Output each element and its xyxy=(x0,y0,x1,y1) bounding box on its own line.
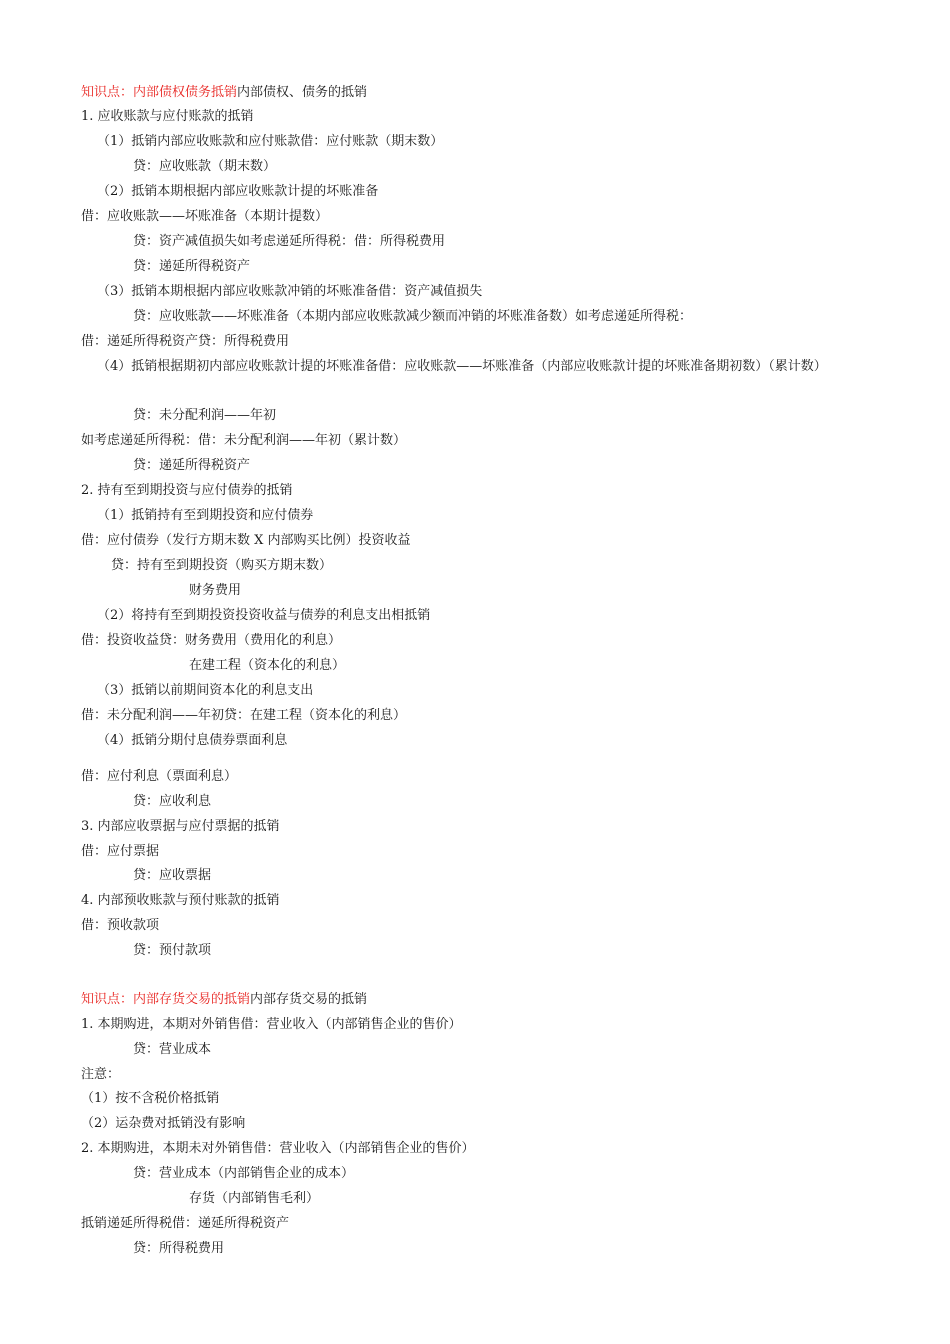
text-line: 注意： xyxy=(81,1067,121,1082)
text-line-wrapped: （4）抵销根据期初内部应收账款计提的坏账准备借：应收账款——坏账准备（内部应收账款计提的坏账准备期初数）（累计数） xyxy=(97,359,827,374)
text-line: 在建工程（资本化的利息） xyxy=(189,658,346,673)
text-line: （3）抵销本期根据内部应收账款冲销的坏账准备借：资产减值损失 xyxy=(97,284,483,299)
text-line: 存货（内部销售毛利） xyxy=(189,1191,320,1206)
text-line: 贷：所得税费用 xyxy=(133,1241,225,1256)
text-line: （3）抵销以前期间资本化的利息支出 xyxy=(97,683,314,698)
text-line: （2）运杂费对抵销没有影响 xyxy=(81,1116,246,1131)
text-line: 借：应收账款——坏账准备（本期计提数） xyxy=(81,209,329,224)
section-heading-text: 内部债权、债务的抵销 xyxy=(237,85,368,100)
text-line: 贷：递延所得税资产 xyxy=(133,458,251,473)
text-line: 贷：持有至到期投资（购买方期末数） xyxy=(111,558,333,573)
text-line: （1）抵销内部应收账款和应付账款借：应付账款（期末数） xyxy=(97,134,444,149)
text-line: 借：投资收益贷：财务费用（费用化的利息） xyxy=(81,633,342,648)
text-line: 贷：预付款项 xyxy=(133,943,212,958)
text-line: 借：递延所得税资产贷：所得税费用 xyxy=(81,334,290,349)
section-heading-text: 内部存货交易的抵销 xyxy=(250,992,368,1007)
text-line: 贷：营业成本（内部销售企业的成本） xyxy=(133,1166,355,1181)
text-line: 借：预收款项 xyxy=(81,918,160,933)
text-line: （4）抵销分期付息债券票面利息 xyxy=(97,733,288,748)
text-line: 2. 持有至到期投资与应付债券的抵销 xyxy=(81,483,293,498)
section-heading-red-text: 知识点：内部存货交易的抵销 xyxy=(81,992,251,1007)
text-line: 财务费用 xyxy=(189,583,242,598)
text-line: 贷：递延所得税资产 xyxy=(133,259,251,274)
text-line: （1）抵销持有至到期投资和应付债券 xyxy=(97,508,314,523)
text-line: （1）按不含税价格抵销 xyxy=(81,1091,220,1106)
text-line: 3. 内部应收票据与应付票据的抵销 xyxy=(81,819,280,834)
text-line: 1. 本期购进，本期对外销售借：营业收入（内部销售企业的售价） xyxy=(81,1017,462,1032)
section-heading-debt-offset xyxy=(81,83,367,103)
section-heading-inventory-offset xyxy=(81,990,367,1010)
text-line: 4. 内部预收账款与预付账款的抵销 xyxy=(81,893,280,908)
text-line: 贷：未分配利润——年初 xyxy=(133,408,277,423)
text-line: 借：应付利息（票面利息） xyxy=(81,769,238,784)
section-heading-red-text: 知识点：内部债权债务抵销 xyxy=(81,85,238,100)
text-line: 借：应付票据 xyxy=(81,844,160,859)
text-line: 如考虑递延所得税：借：未分配利润——年初（累计数） xyxy=(81,433,407,448)
text-line: 贷：应收账款（期末数） xyxy=(133,159,277,174)
text-line: （2）抵销本期根据内部应收账款计提的坏账准备 xyxy=(97,184,379,199)
text-line: 借：应付债券（发行方期末数 X 内部购买比例）投资收益 xyxy=(81,533,411,548)
text-line: 抵销递延所得税借：递延所得税资产 xyxy=(81,1216,290,1231)
text-line: 贷：营业成本 xyxy=(133,1042,212,1057)
text-line: 2. 本期购进，本期未对外销售借：营业收入（内部销售企业的售价） xyxy=(81,1141,475,1156)
text-line: 1. 应收账款与应付账款的抵销 xyxy=(81,109,254,124)
text-line: 贷：应收利息 xyxy=(133,794,212,809)
text-line: （2）将持有至到期投资投资收益与债券的利息支出相抵销 xyxy=(97,608,431,623)
text-line: 贷：应收账款——坏账准备（本期内部应收账款减少额而冲销的坏账准备数）如考虑递延所得税： xyxy=(133,309,693,324)
text-line: 贷：应收票据 xyxy=(133,868,212,883)
text-line: 贷：资产减值损失如考虑递延所得税：借：所得税费用 xyxy=(133,234,446,249)
text-line: 借：未分配利润——年初贷：在建工程（资本化的利息） xyxy=(81,708,407,723)
